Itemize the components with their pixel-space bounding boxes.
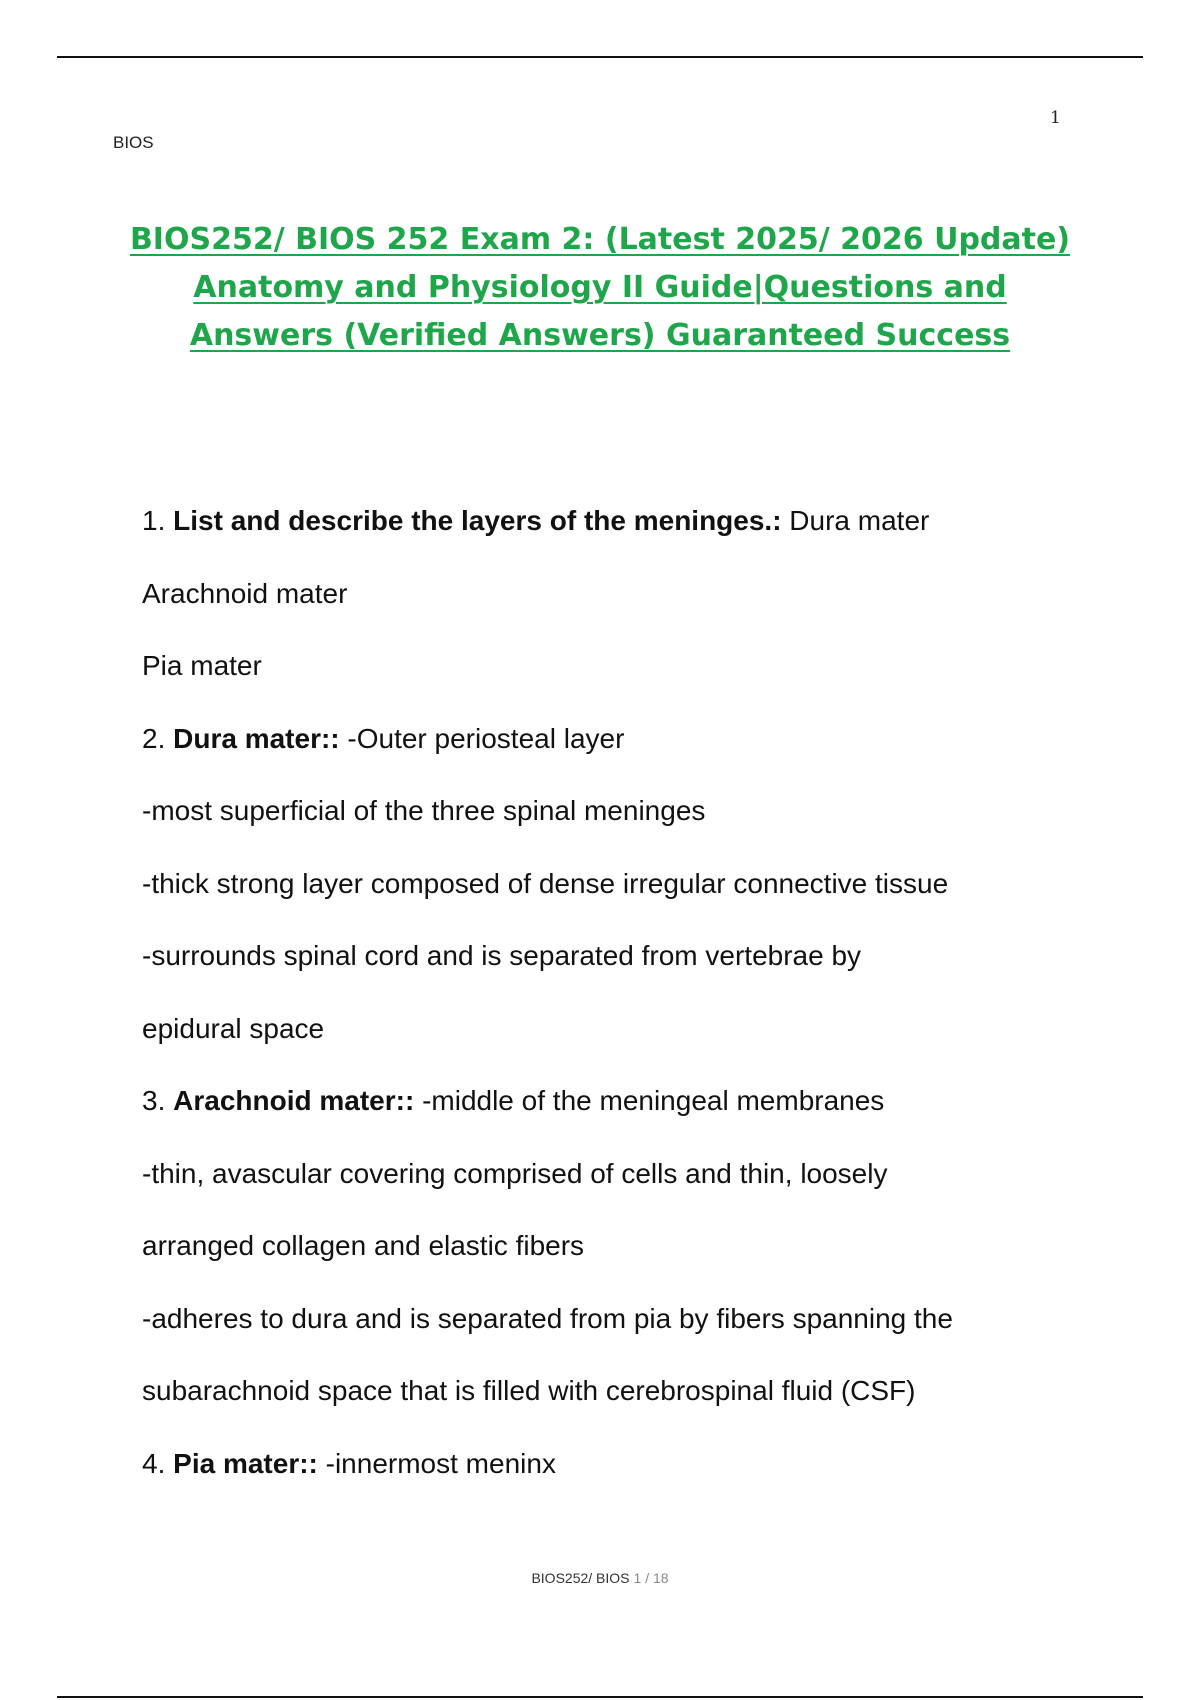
bottom-rule xyxy=(57,1696,1143,1698)
item-text: -adheres to dura and is separated from pia by fibers spanning the xyxy=(142,1302,953,1334)
qa-line xyxy=(142,1154,1092,1227)
qa-line xyxy=(142,1226,1092,1299)
qa-line xyxy=(142,791,1092,864)
item-text: -thin, avascular covering comprised of cells and thin, loosely xyxy=(142,1157,888,1189)
item-text: epidural space xyxy=(142,1012,325,1044)
qa-line xyxy=(142,936,1092,1009)
item-term: List and describe the layers of the meninges.: xyxy=(173,505,782,536)
item-text: -surrounds spinal cord and is separated from vertebrae by xyxy=(142,940,862,971)
item-text: -thick strong layer composed of dense irregular connective tissue xyxy=(142,867,949,899)
item-text: -middle of the meningeal membranes xyxy=(414,1085,885,1116)
item-text: -innermost meninx xyxy=(317,1447,556,1479)
page-number: 1 xyxy=(1050,108,1061,128)
item-term: Dura mater:: xyxy=(173,722,340,754)
item-text: -most superficial of the three spinal meninges xyxy=(142,795,706,826)
qa-line xyxy=(142,1299,1092,1372)
item-text: Dura mater xyxy=(781,505,930,536)
page-footer xyxy=(0,1570,1200,1586)
qa-line xyxy=(142,1081,1092,1154)
header-label: BIOS xyxy=(113,133,154,152)
top-rule xyxy=(57,56,1143,58)
qa-line xyxy=(142,574,1092,647)
item-term: Pia mater:: xyxy=(173,1447,318,1479)
item-number: 3. xyxy=(142,1085,174,1116)
document-title: BIOS252/ BIOS 252 Exam 2: (Latest 2025/ 2026 Update) Anatomy and Physiology II Guide|Questions and Answers (Verified Answers) Guaranteed Success xyxy=(129,222,1071,353)
qa-line xyxy=(142,1009,1092,1082)
footer-page-indicator: 1 / 18 xyxy=(633,1570,669,1586)
qa-line xyxy=(142,1444,1092,1517)
qa-line xyxy=(142,864,1092,937)
qa-line xyxy=(142,501,1092,574)
item-text: arranged collagen and elastic fibers xyxy=(142,1230,585,1261)
item-text: subarachnoid space that is filled with cerebrospinal fluid (CSF) xyxy=(142,1375,916,1406)
qa-line xyxy=(142,719,1092,792)
item-text: -Outer periosteal layer xyxy=(339,722,625,754)
item-number: 2. xyxy=(142,722,174,754)
footer-doc-label: BIOS252/ BIOS xyxy=(531,1570,630,1586)
item-text: Pia mater xyxy=(142,650,262,681)
item-term: Arachnoid mater:: xyxy=(173,1085,415,1116)
item-text: Arachnoid mater xyxy=(142,577,348,609)
item-number: 4. xyxy=(142,1447,174,1479)
item-number: 1. xyxy=(142,505,174,536)
qa-line xyxy=(142,646,1092,719)
qa-content xyxy=(142,501,1092,1516)
qa-line xyxy=(142,1371,1092,1444)
